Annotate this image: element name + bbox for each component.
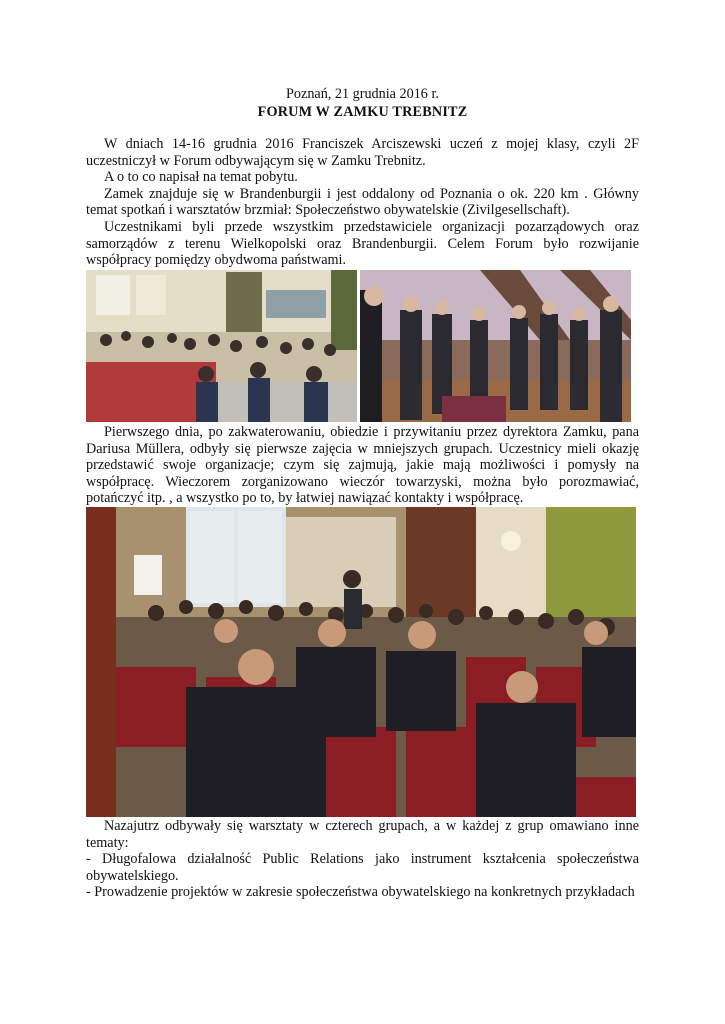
paragraph: Uczestnikami byli przede wszystkim przedstawiciele organizacji pozarządowych oraz samorządów z terenu Wielkopolski oraz Brandenburgii. Celem Forum było rozwijanie współpracy pomiędzy obydwoma państwami. xyxy=(86,218,639,269)
paragraph: Nazajutrz odbywały się warsztaty w czterech grupach, a w każdej z grup omawiano inne tematy: xyxy=(86,818,639,851)
paragraph: Zamek znajduje się w Brandenburgii i jest oddalony od Poznania o ok. 220 km . Główny temat spotkań i warsztatów brzmiał: Społeczeństwo obywatelskie (Zivilgesellschaft). xyxy=(86,185,639,219)
list-item: - Długofalowa działalność Public Relations jako instrument kształcenia społeczeństwa obywatelskiego. xyxy=(86,851,639,884)
photo-hall-gathering xyxy=(360,270,631,422)
photo-dining-room xyxy=(86,270,357,422)
paragraph: A o to co napisał na temat pobytu. xyxy=(104,169,298,186)
paragraph: Pierwszego dnia, po zakwaterowaniu, obiedzie i przywitaniu przez dyrektora Zamku, pana Dariusa Müllera, odbyły się pierwsze zajęcia w mniejszych grupach. Uczestnicy mieli okazję przedstawić swoje organizacje; czym się zajmują, jakie mają możliwości i pomysły na współpracę. Wieczorem zorganizowano wieczór towarzyski, można było porozmawiać, potańczyć itp. , a wszystko po to, by łatwiej nawiązać kontakty i współpracę. xyxy=(86,424,639,507)
document-title: FORUM W ZAMKU TREBNITZ xyxy=(257,104,468,120)
list-item: - Prowadzenie projektów w zakresie społeczeństwa obywatelskiego na konkretnych przykładach xyxy=(86,884,635,901)
photo-audience xyxy=(86,507,636,817)
document-date: Poznań, 21 grudnia 2016 r. xyxy=(286,86,439,102)
workshops-text xyxy=(86,818,639,901)
paragraph: W dniach 14-16 grudnia 2016 Franciszek Arciszewski uczeń z mojej klasy, czyli 2F uczestniczył w Forum odbywającym się w Zamku Trebnitz. xyxy=(86,136,639,169)
first-day-text xyxy=(86,424,639,507)
intro-text xyxy=(86,136,639,269)
